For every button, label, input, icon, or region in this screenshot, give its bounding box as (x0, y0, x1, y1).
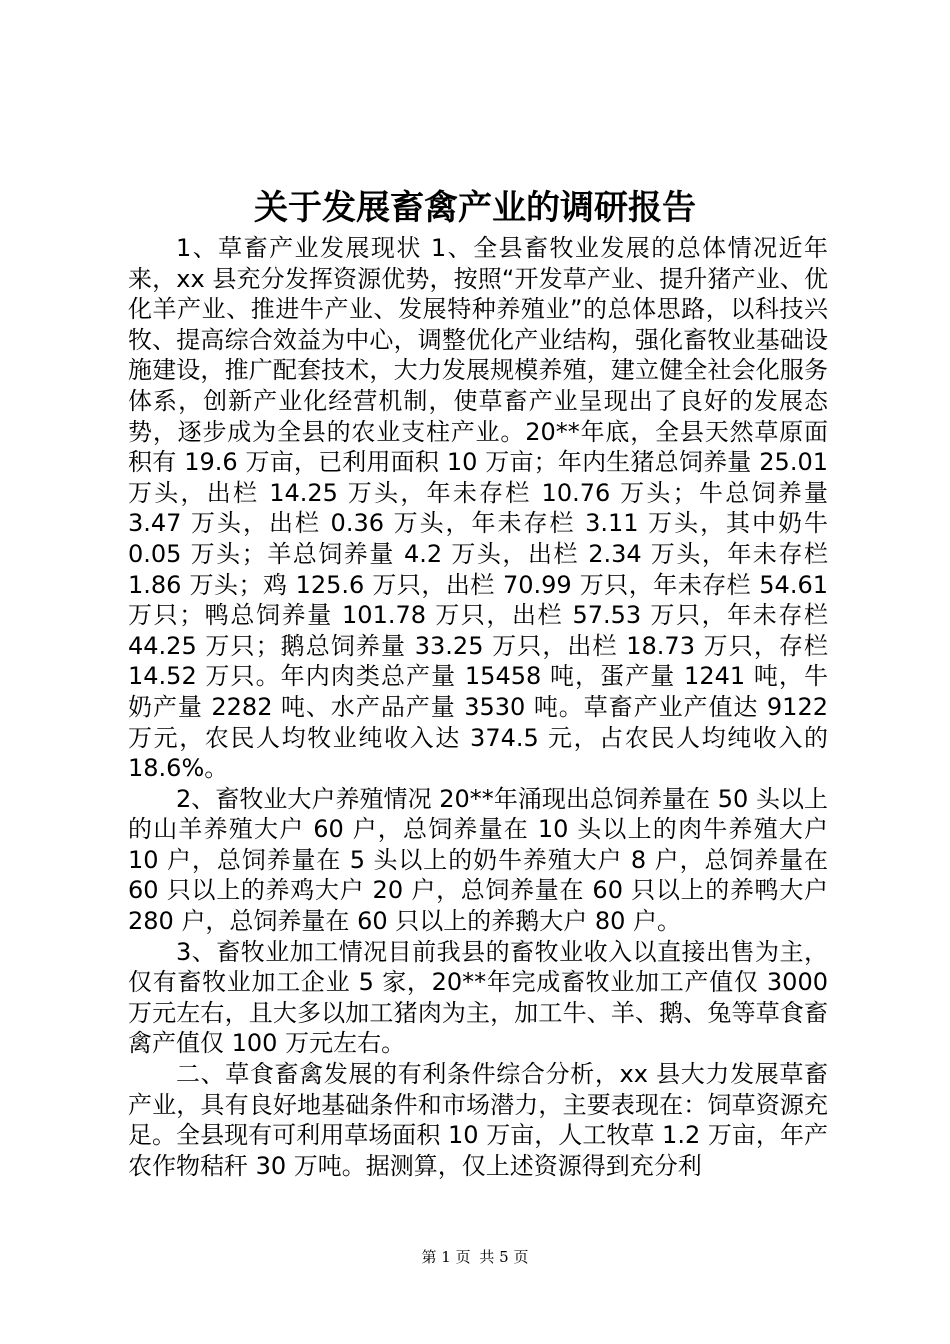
page-footer (0, 1246, 950, 1267)
document-title: 关于发展畜禽产业的调研报告 (254, 188, 696, 228)
page-number: 第 1 页 (421, 1248, 471, 1266)
page-total: 共 5 页 (479, 1248, 529, 1266)
paragraph-2: 2、畜牧业大户养殖情况 20**年涌现出总饲养量在 50 头以上的山羊养殖大户 60 户，总饲养量在 10 头以上的肉牛养殖大户 10 户，总饲养量在 5 头以上的奶牛养殖大户 8 户，总饲养量在 60 只以上的养鸡大户 20 户，总饲养量在 60 只以上的养鸭大户 280 户，总饲养量在 60 只以上的养鹅大户 80 户。 (128, 784, 828, 936)
paragraph-3: 3、畜牧业加工情况目前我县的畜牧业收入以直接出售为主，仅有畜牧业加工企业 5 家，20**年完成畜牧业加工产值仅 3000 万元左右，且大多以加工猪肉为主，加工牛、羊、鹅、兔等草食畜禽产值仅 100 万元左右。 (128, 937, 828, 1058)
paragraph-1: 1、草畜产业发展现状 1、全县畜牧业发展的总体情况近年来，xx 县充分发挥资源优势，按照“开发草产业、提升猪产业、优化羊产业、推进牛产业、发展特种养殖业”的总体思路，以科技兴牧、提高综合效益为中心，调整优化产业结构，强化畜牧业基础设施建设，推广配套技术，大力发展规模养殖，建立健全社会化服务体系，创新产业化经营机制，使草畜产业呈现出了良好的发展态势，逐步成为全县的农业支柱产业。20**年底，全县天然草原面积有 19.6 万亩，已利用面积 10 万亩；年内生猪总饲养量 25.01 万头，出栏 14.25 万头，年未存栏 10.76 万头；牛总饲养量 3.47 万头，出栏 0.36 万头，年未存栏 3.11 万头，其中奶牛 0.05 万头；羊总饲养量 4.2 万头，出栏 2.34 万头，年未存栏 1.86 万头；鸡 125.6 万只，出栏 70.99 万只，年未存栏 54.61 万只；鸭总饲养量 101.78 万只，出栏 57.53 万只，年未存栏 44.25 万只；鹅总饲养量 33.25 万只，出栏 18.73 万只，存栏 14.52 万只。年内肉类总产量 15458 吨，蛋产量 1241 吨，牛奶产量 2282 吨、水产品产量 3530 吨。草畜产业产值达 9122 万元，农民人均牧业纯收入达 374.5 元，占农民人均纯收入的 18.6%。 (128, 234, 828, 783)
paragraph-4: 二、草食畜禽发展的有利条件综合分析，xx 县大力发展草畜产业，具有良好地基础条件和市场潜力，主要表现在：饲草资源充足。全县现有可利用草场面积 10 万亩，人工牧草 1.2 万亩，年产农作物秸秆 30 万吨。据测算，仅上述资源得到充分利 (128, 1060, 828, 1180)
document-body (128, 233, 828, 1181)
